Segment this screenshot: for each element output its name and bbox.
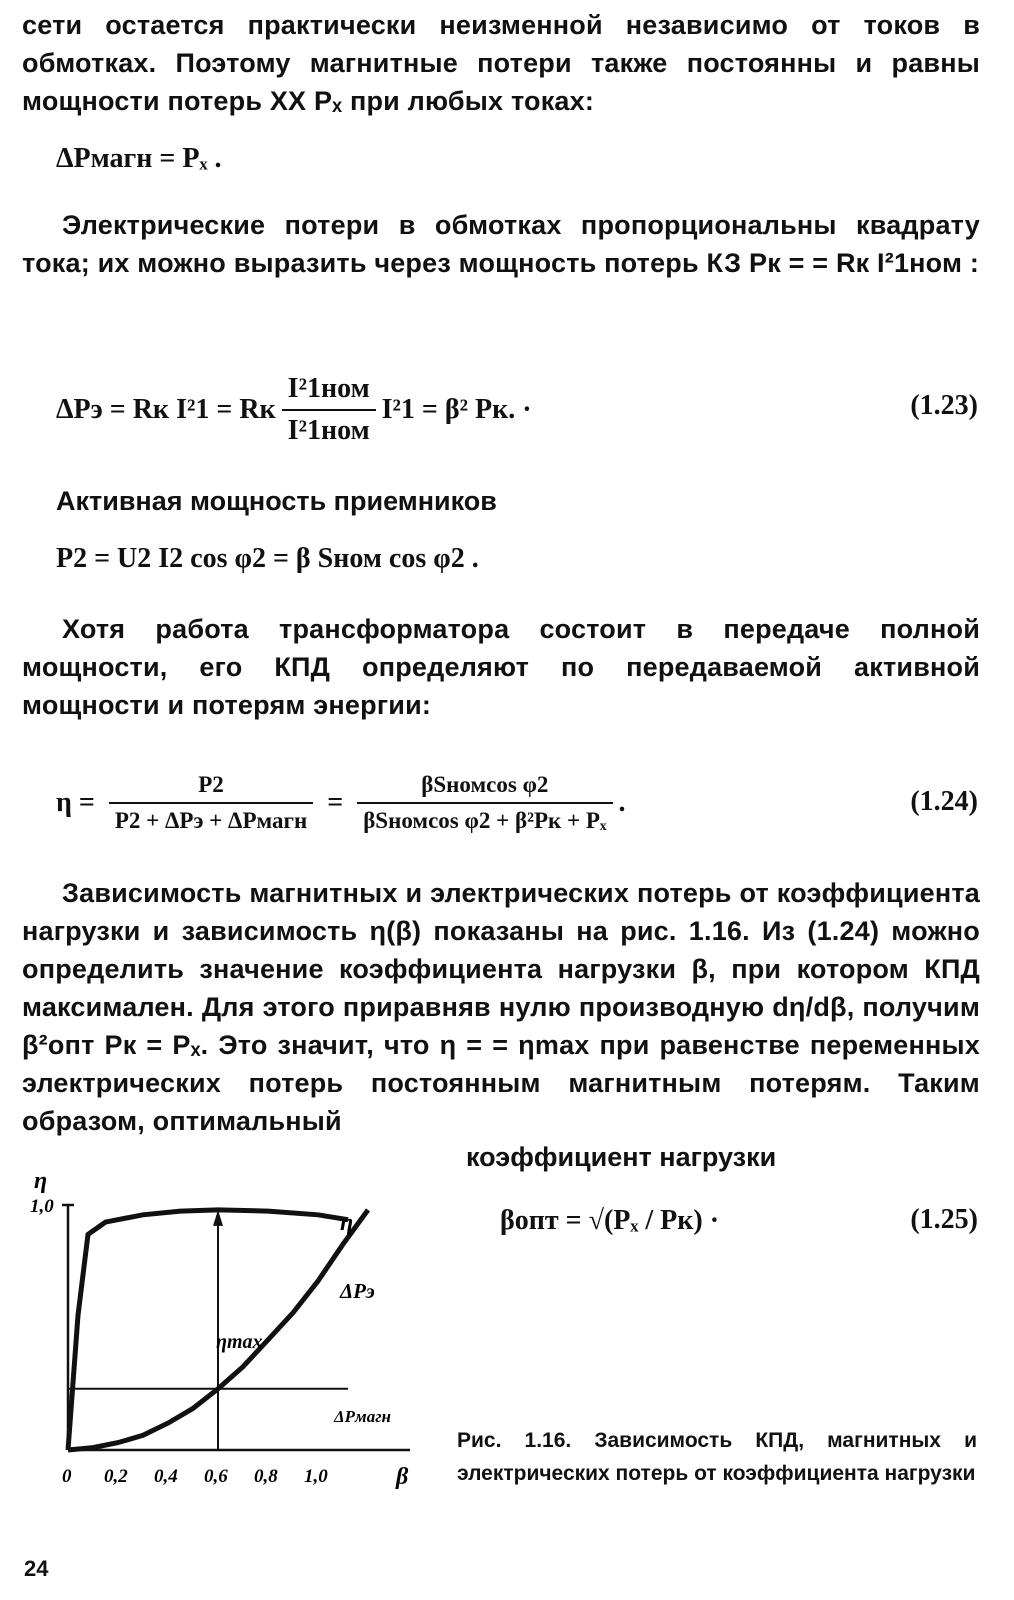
eq-124-denominator-2: βSномcos φ2 + β²Pк + Pₓ	[357, 802, 612, 834]
figure-caption: Рис. 1.16. Зависимость КПД, магнитных и электрических потерь от коэффициента нагрузки	[457, 1429, 977, 1485]
y-axis-label: η	[34, 1168, 48, 1194]
paragraph-2: Электрические потери в обмотках пропорциональны квадрату тока; их можно выразить через мощность потерь КЗ Pк = = Rк I²1ном :	[22, 210, 980, 278]
figure-1-16	[20, 1150, 460, 1490]
eta-curve	[68, 1210, 348, 1450]
x-tick-label: 0,6	[204, 1466, 228, 1487]
y-tick-label: 1,0	[30, 1196, 54, 1217]
eq-123-lhs: ΔPэ = Rк I²1 = Rк	[56, 394, 276, 425]
equation-p2: P2 = U2 I2 cos φ2 = β Sном cos φ2 .	[56, 543, 479, 574]
paragraph-5: Зависимость магнитных и электрических потерь от коэффициента нагрузки и зависимость η(β) показаны на рис. 1.16. Из (1.24) можно определить значение коэффициента нагрузки β, при котором КПД максимален. Для этого приравняв нулю производную dη/dβ, получим β²опт Pк = Pₓ. Это значит, что η = = ηmax при равенстве переменных электрических потерь постоянным магнитным потерям. Таким образом, оптимальный	[22, 878, 980, 1136]
eq-123-rhs: I²1 = β² Pк. ·	[381, 394, 532, 425]
equation-number-1-24: (1.24)	[910, 786, 978, 817]
eta-max-label: ηmax	[216, 1331, 263, 1353]
equation-1-25: βопт = √(Pₓ / Pк) ·	[500, 1205, 720, 1236]
eq-124-numerator-2: βSномcos φ2	[421, 772, 549, 797]
eq-124-fraction-1	[109, 772, 313, 834]
p-magn-label: ΔPмагн	[334, 1407, 391, 1426]
eq-124-numerator-1: P2	[198, 772, 224, 797]
eq-123-numerator: I²1ном	[287, 373, 370, 404]
page-number: 24	[24, 1556, 49, 1581]
paragraph-4: Хотя работа трансформатора состоит в передаче полной мощности, его КПД определяют по передаваемой активной мощности и потерям энергии:	[22, 614, 980, 720]
eta-curve-label: η	[340, 1210, 354, 1236]
eq-123-denominator: I²1ном	[282, 409, 376, 447]
pe-curve-label: ΔPэ	[340, 1279, 375, 1303]
eq-124-denominator-1: P2 + ΔPэ + ΔPмагн	[109, 802, 313, 834]
eq-123-fraction	[282, 373, 376, 447]
equation-1-23	[56, 360, 532, 460]
x-tick-label: 0	[62, 1466, 72, 1487]
equation-number-1-25: (1.25)	[910, 1204, 978, 1235]
x-tick-label: 0,8	[254, 1466, 278, 1487]
equation-number-1-23: (1.23)	[910, 390, 978, 421]
eq-124-fraction-2	[357, 772, 612, 834]
x-ticks	[62, 1466, 328, 1487]
equation-1-24	[56, 748, 626, 858]
x-tick-label: 0,4	[154, 1466, 178, 1487]
x-tick-label: 1,0	[304, 1466, 328, 1487]
eq-124-equals: =	[327, 787, 344, 818]
equation-magn: ΔPмагн = Pₓ .	[56, 143, 222, 174]
x-tick-label: 0,2	[104, 1466, 128, 1487]
eq-124-period: .	[618, 787, 626, 818]
paragraph-1: сети остается практически неизменной независимо от токов в обмотках. Поэтому магнитные потери также постоянны и равны мощности потерь ХХ Pₓ при любых токах:	[22, 10, 980, 116]
x-axis-label: β	[396, 1464, 409, 1490]
paragraph-6: коэффициент нагрузки	[466, 1142, 777, 1172]
paragraph-3: Активная мощность приемников	[56, 486, 497, 516]
eq-124-lhs: η =	[56, 787, 95, 818]
